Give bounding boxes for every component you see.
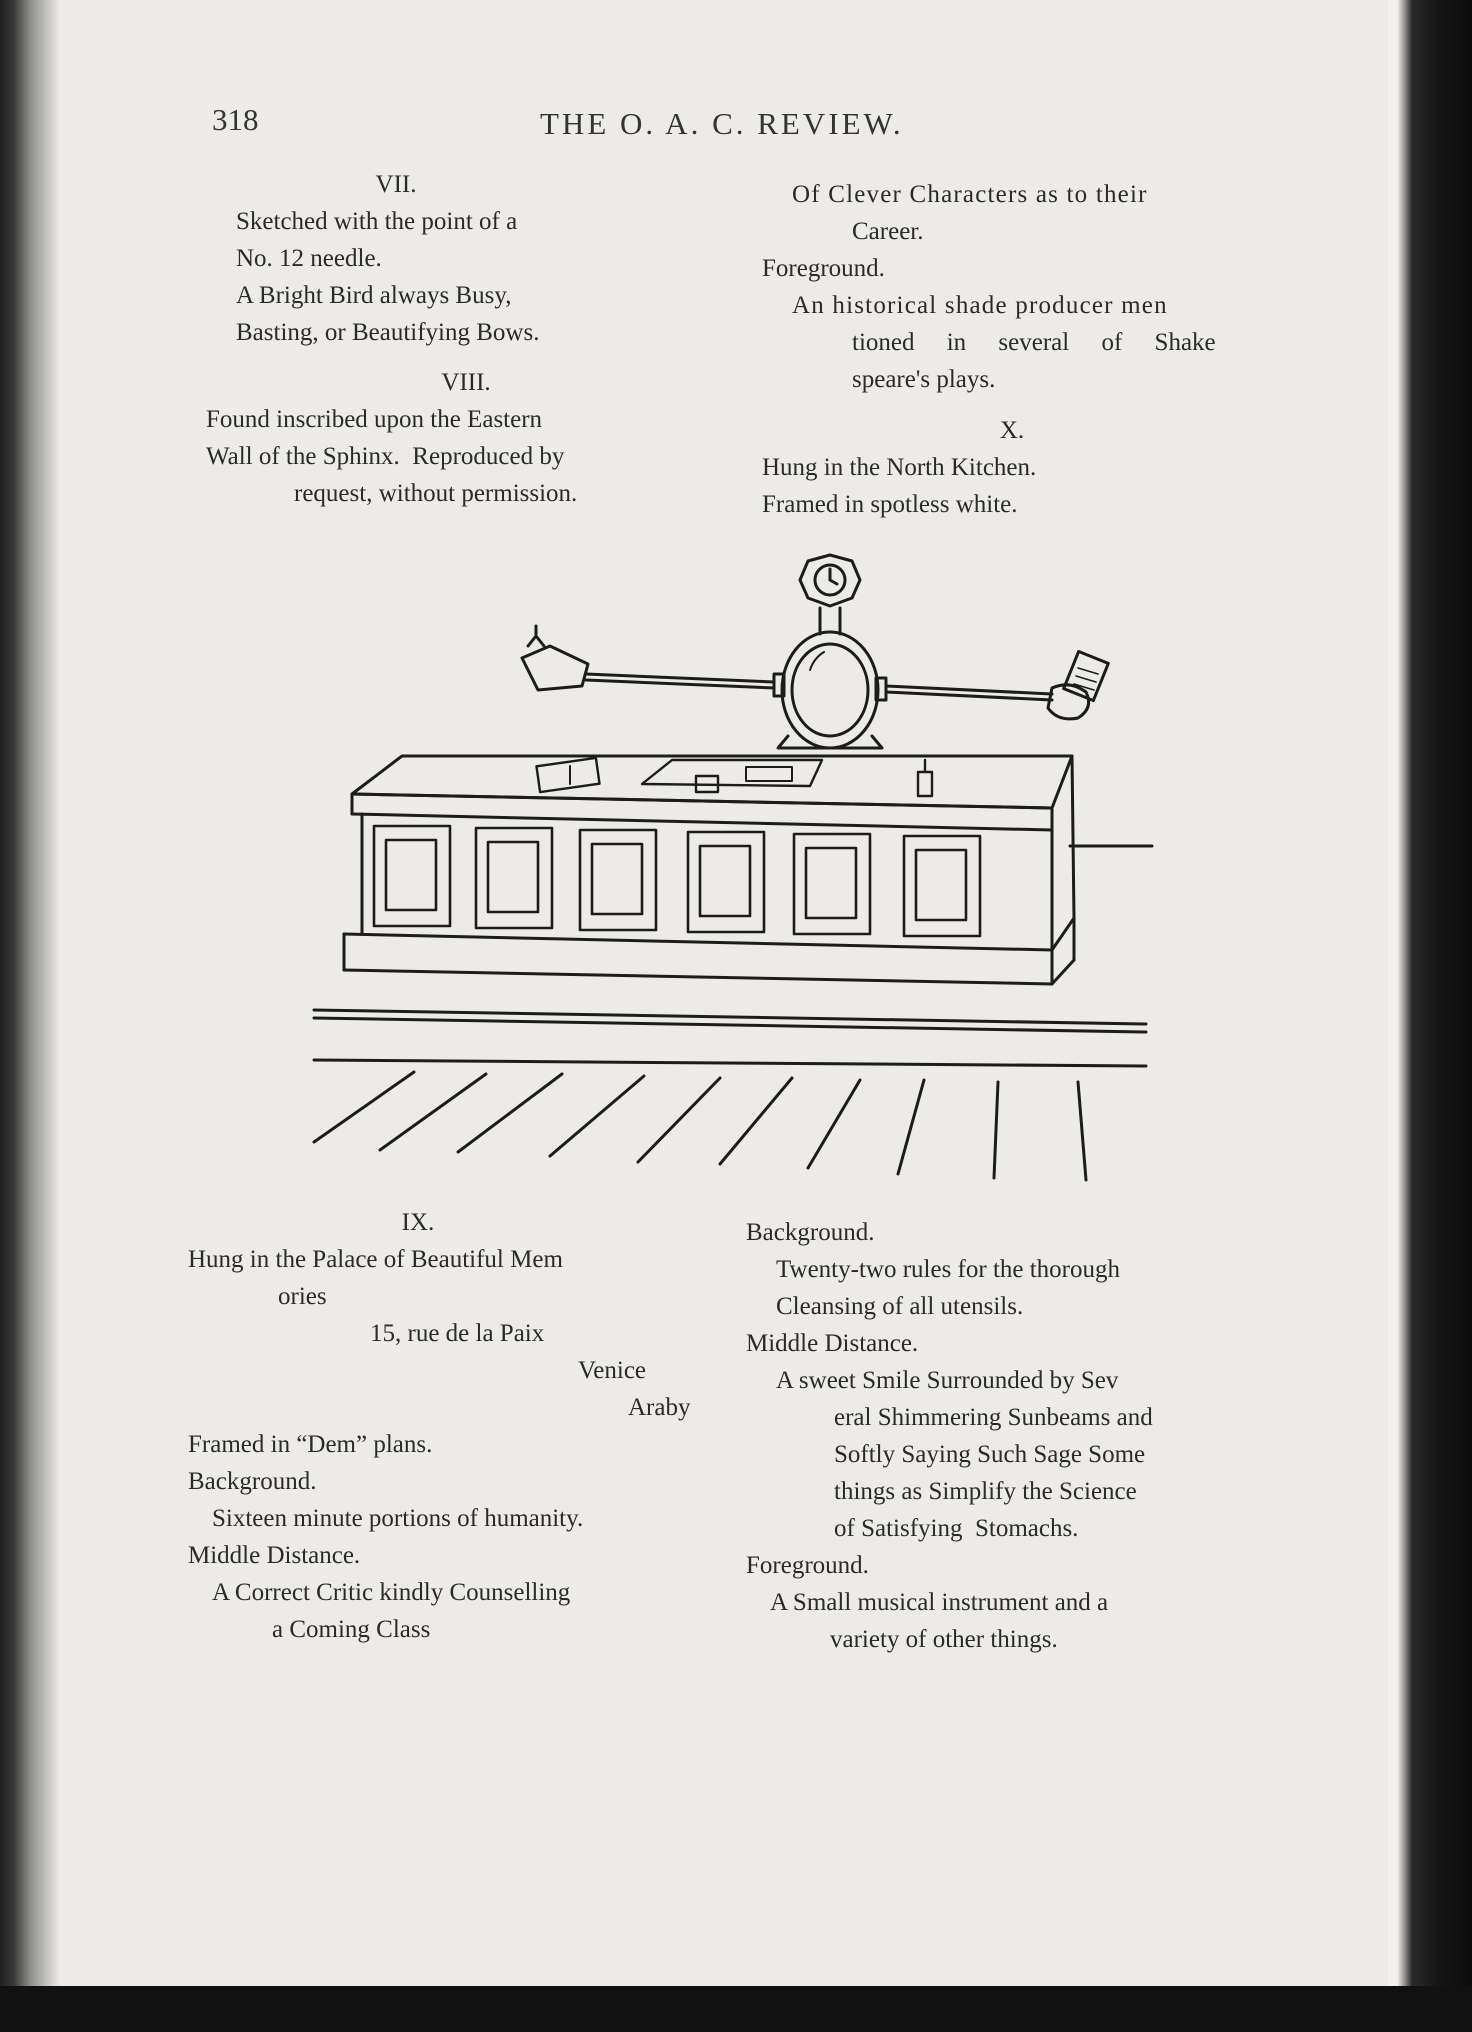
text-line: Found inscribed upon the Eastern [206,406,543,433]
scan-border-bottom [0,1986,1472,2032]
text-line: Middle Distance. [188,1542,361,1569]
text-line: Sketched with the point of a [236,208,518,235]
text-line: variety of other things. [830,1626,1058,1653]
section-ix-continued [762,176,1292,398]
text-line: ories [278,1283,327,1310]
text-line: Venice [578,1357,647,1384]
section-x-heading: X. [999,417,1025,444]
running-head: THE O. A. C. REVIEW. [540,106,904,141]
text-line: 15, rue de la Paix [370,1320,545,1347]
section-viii [206,364,736,512]
section-x [762,412,1292,523]
text-line: Softly Saying Such Sage Some [834,1441,1146,1468]
text-line: An historical shade producer men [792,292,1168,319]
text-line: A Small musical instrument and a [770,1589,1109,1616]
text-line: Framed in spotless white. [762,491,1018,518]
text-line: Background. [746,1219,875,1246]
text-line: A Correct Critic kindly Counselling [212,1579,571,1606]
text-line: Middle Distance. [746,1330,919,1357]
text-line: Framed in “Dem” plans. [188,1431,433,1458]
text-line: No. 12 needle. [236,245,382,272]
text-line: Twenty-two rules for the thorough [776,1256,1121,1283]
text-line: Foreground. [762,255,885,282]
text-line: Hung in the Palace of Beautiful Mem [188,1246,563,1273]
text-line: Hung in the North Kitchen. [762,454,1037,481]
text-line: Background. [188,1468,317,1495]
page-number: 318 [212,102,259,137]
text-line: Sixteen minute portions of humanity. [212,1505,584,1532]
book-binding-left [0,0,60,2032]
text-line: of Satisfying Stomachs. [834,1515,1079,1542]
section-vii-heading: VII. [375,171,417,198]
section-vii [236,166,656,351]
text-line: Foreground. [746,1552,869,1579]
section-x-details [746,1214,1286,1658]
text-line: Cleansing of all utensils. [776,1293,1024,1320]
text-line: Basting, or Beautifying Bows. [236,319,540,346]
text-line: speare's plays. [852,366,996,393]
section-viii-heading: VIII. [441,369,491,396]
book-edge-right [1398,0,1472,2032]
text-line: Of Clever Characters as to their [792,181,1148,208]
text-line: Araby [628,1394,691,1421]
text-line: Career. [852,218,924,245]
text-line: A sweet Smile Surrounded by Sev [776,1367,1119,1394]
kitchen-table-illustration [300,540,1180,1200]
section-ix-heading: IX. [401,1209,435,1236]
text-line: tioned in several of Shake [852,329,1216,356]
text-line: Wall of the Sphinx. Reproduced by [206,443,565,470]
text-line: A Bright Bird always Busy, [236,282,512,309]
text-line: request, without permission. [294,480,578,507]
section-ix [188,1204,728,1648]
text-line: a Coming Class [272,1616,431,1643]
text-line: eral Shimmering Sunbeams and [834,1404,1153,1431]
text-line: things as Simplify the Science [834,1478,1137,1505]
